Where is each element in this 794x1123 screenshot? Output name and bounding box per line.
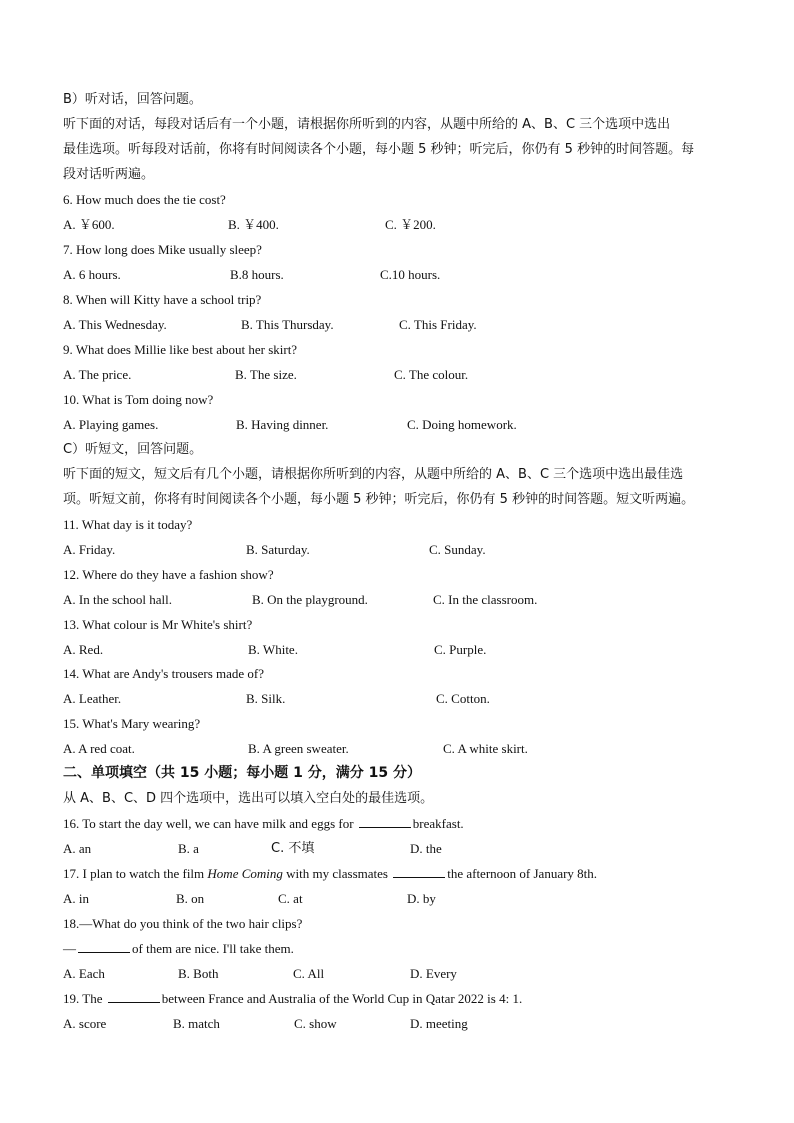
q18-option-d: D. Every bbox=[410, 966, 457, 981]
q13-option-a: A. Red. bbox=[63, 642, 104, 657]
q16-option-a: A. an bbox=[63, 841, 92, 856]
part-2-instruction: 从 A、B、C、D 四个选项中，选出可以填入空白处的最佳选项。 bbox=[63, 791, 434, 806]
q17-film-title: Home Coming bbox=[207, 866, 283, 881]
q18-option-b: B. Both bbox=[178, 966, 219, 981]
question-10: 10. What is Tom doing now? bbox=[63, 392, 214, 407]
q9-option-a: A. The price. bbox=[63, 367, 132, 382]
q11-option-c: C. Sunday. bbox=[429, 542, 486, 557]
q13-option-c: C. Purple. bbox=[434, 642, 487, 657]
q16-text-after: breakfast. bbox=[412, 816, 464, 831]
section-b-instruction-1: 听下面的对话，每段对话后有一个小题，请根据你所听到的内容，从题中所给的 A、B、C 三个选项中选出 bbox=[63, 117, 671, 132]
question-17 bbox=[63, 865, 597, 883]
section-c-instruction-1: 听下面的短文，短文后有几个小题，请根据你所听到的内容，从题中所给的 A、B、C 三个选项中选出最佳选 bbox=[63, 467, 684, 482]
q14-option-a: A. Leather. bbox=[63, 691, 122, 706]
q12-option-c: C. In the classroom. bbox=[433, 592, 538, 607]
question-13: 13. What colour is Mr White's shirt? bbox=[63, 617, 253, 632]
q8-option-c: C. This Friday. bbox=[399, 317, 477, 332]
q17-text-after: the afternoon of January 8th. bbox=[447, 866, 598, 881]
q8-option-b: B. This Thursday. bbox=[241, 317, 334, 332]
q16-blank[interactable] bbox=[359, 815, 411, 828]
q14-option-b: B. Silk. bbox=[246, 691, 286, 706]
q18-dash: — bbox=[63, 941, 76, 956]
q17-text-before: 17. I plan to watch the film bbox=[63, 866, 208, 881]
q17-option-d: D. by bbox=[407, 891, 436, 906]
q18-text-after: of them are nice. I'll take them. bbox=[132, 941, 294, 956]
section-c-instruction-2: 项。听短文前，你将有时间阅读各个小题，每小题 5 秒钟；听完后，你仍有 5 秒钟的时间答题。短文听两遍。 bbox=[63, 492, 695, 507]
q16-option-b: B. a bbox=[178, 841, 199, 856]
q15-option-c: C. A white skirt. bbox=[443, 741, 528, 756]
section-b-instruction-3: 段对话听两遍。 bbox=[63, 167, 155, 182]
section-b-title: B）听对话，回答问题。 bbox=[63, 92, 202, 107]
q18-option-a: A. Each bbox=[63, 966, 105, 981]
section-b-instruction-2: 最佳选项。听每段对话前，你将有时间阅读各个小题，每小题 5 秒钟；听完后，你仍有 5 秒钟的时间答题。每 bbox=[63, 142, 695, 157]
part-2-heading: 二、单项填空（共 15 小题；每小题 1 分，满分 15 分） bbox=[63, 765, 421, 781]
q13-option-b: B. White. bbox=[248, 642, 298, 657]
q10-option-b: B. Having dinner. bbox=[236, 417, 329, 432]
q7-option-a: A. 6 hours. bbox=[63, 267, 121, 282]
q10-option-c: C. Doing homework. bbox=[407, 417, 517, 432]
q15-option-a: A. A red coat. bbox=[63, 741, 135, 756]
q19-option-d: D. meeting bbox=[410, 1016, 468, 1031]
q10-option-a: A. Playing games. bbox=[63, 417, 159, 432]
q17-blank[interactable] bbox=[393, 865, 445, 878]
question-6: 6. How much does the tie cost? bbox=[63, 192, 226, 207]
q17-text-middle: with my classmates bbox=[282, 866, 392, 881]
q17-option-b: B. on bbox=[176, 891, 205, 906]
q16-text-before: 16. To start the day well, we can have milk and eggs for bbox=[63, 816, 357, 831]
q19-text-after: between France and Australia of the World Cup in Qatar 2022 is 4: 1. bbox=[161, 991, 523, 1006]
question-12: 12. Where do they have a fashion show? bbox=[63, 567, 274, 582]
q18-blank[interactable] bbox=[78, 940, 130, 953]
q9-option-b: B. The size. bbox=[235, 367, 297, 382]
q17-option-a: A. in bbox=[63, 891, 89, 906]
question-18-response bbox=[63, 940, 294, 958]
q12-option-b: B. On the playground. bbox=[252, 592, 368, 607]
q7-option-b: B.8 hours. bbox=[230, 267, 284, 282]
question-9: 9. What does Millie like best about her skirt? bbox=[63, 342, 298, 357]
q7-option-c: C.10 hours. bbox=[380, 267, 441, 282]
q11-option-b: B. Saturday. bbox=[246, 542, 310, 557]
q14-option-c: C. Cotton. bbox=[436, 691, 490, 706]
q6-option-c: C. ￥200. bbox=[385, 217, 436, 232]
question-16 bbox=[63, 815, 464, 833]
q19-option-a: A. score bbox=[63, 1016, 107, 1031]
q19-option-c: C. show bbox=[294, 1016, 337, 1031]
q18-option-c: C. All bbox=[293, 966, 325, 981]
question-15: 15. What's Mary wearing? bbox=[63, 716, 201, 731]
q17-option-c: C. at bbox=[278, 891, 303, 906]
section-c-title: C）听短文，回答问题。 bbox=[63, 442, 203, 457]
question-14: 14. What are Andy's trousers made of? bbox=[63, 666, 265, 681]
question-18: 18.—What do you think of the two hair clips? bbox=[63, 916, 303, 931]
q15-option-b: B. A green sweater. bbox=[248, 741, 349, 756]
question-7: 7. How long does Mike usually sleep? bbox=[63, 242, 262, 257]
q19-text-before: 19. The bbox=[63, 991, 106, 1006]
q6-option-b: B. ￥400. bbox=[228, 217, 279, 232]
question-11: 11. What day is it today? bbox=[63, 517, 193, 532]
q16-option-c: C. 不填 bbox=[271, 841, 315, 856]
question-19 bbox=[63, 990, 522, 1008]
q16-option-d: D. the bbox=[410, 841, 442, 856]
question-8: 8. When will Kitty have a school trip? bbox=[63, 292, 262, 307]
q6-option-a: A. ￥600. bbox=[63, 217, 115, 232]
q19-option-b: B. match bbox=[173, 1016, 220, 1031]
q12-option-a: A. In the school hall. bbox=[63, 592, 173, 607]
q9-option-c: C. The colour. bbox=[394, 367, 469, 382]
q19-blank[interactable] bbox=[108, 990, 160, 1003]
q11-option-a: A. Friday. bbox=[63, 542, 116, 557]
q8-option-a: A. This Wednesday. bbox=[63, 317, 167, 332]
